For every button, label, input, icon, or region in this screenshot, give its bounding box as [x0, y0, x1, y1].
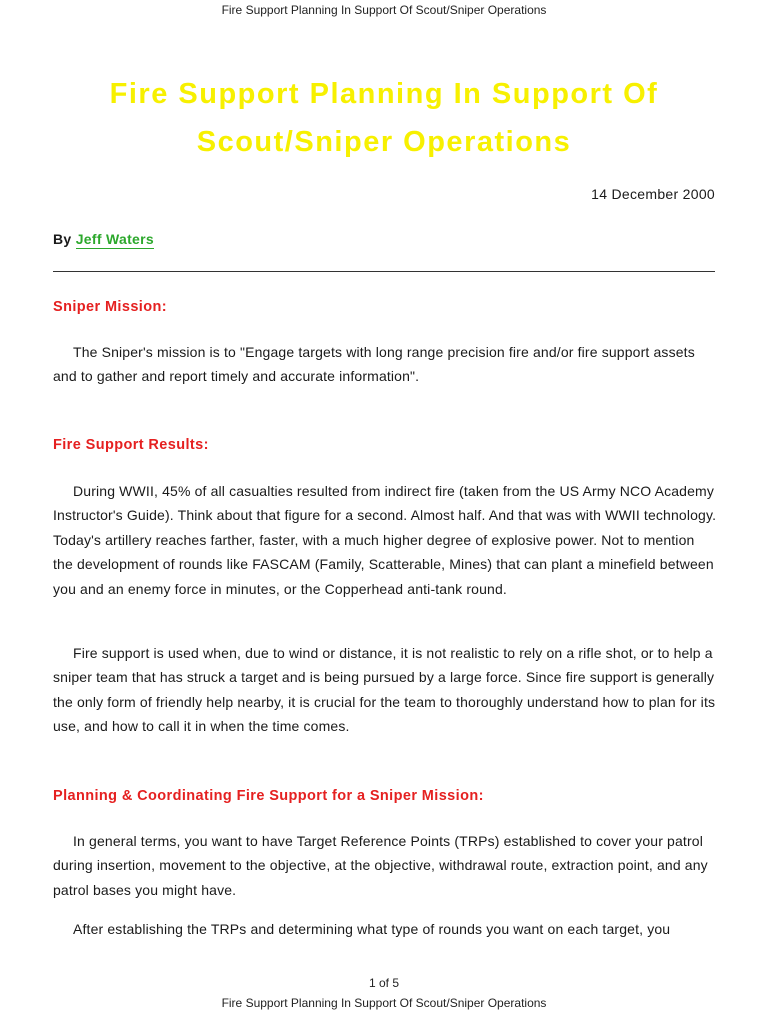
title-line-1: Fire Support Planning In Support Of [109, 78, 659, 110]
running-footer: Fire Support Planning In Support Of Scout/Sniper Operations [221, 996, 547, 1010]
paragraph-trps: In general terms, you want to have Target Reference Points (TRPs) established to cover your patrol during insertion, movement to the objective, at the objective, withdrawal route, extraction point, and any patrol bases you might have. [53, 833, 708, 898]
running-header: Fire Support Planning In Support Of Scout/Sniper Operations [221, 3, 547, 17]
byline-prefix: By [53, 231, 72, 247]
section-heading-sniper-mission: Sniper Mission: [53, 299, 167, 315]
page-number: 1 of 5 [368, 976, 400, 990]
author-link[interactable]: Jeff Waters [75, 231, 154, 247]
document-title [0, 70, 768, 166]
section-heading-planning-coordinating: Planning & Coordinating Fire Support for a Sniper Mission: [53, 788, 484, 804]
publication-date: 14 December 2000 [591, 186, 715, 202]
paragraph-fire-support-use: Fire support is used when, due to wind or distance, it is not realistic to rely on a rifle shot, or to help a sniper team that has struck a target and is being pursued by a large force. Since fire support is generally the only form of friendly help nearby, it is crucial for the team to thoroughly understand how to plan for its use, and how to call it in when the time comes. [53, 645, 716, 735]
paragraph-after-trps: After establishing the TRPs and determining what type of rounds you want on each target, you [73, 921, 671, 937]
byline [53, 231, 154, 247]
section-heading-fire-support-results: Fire Support Results: [53, 437, 209, 453]
title-line-2: Scout/Sniper Operations [196, 126, 572, 158]
paragraph-wwii-casualties: During WWII, 45% of all casualties resulted from indirect fire (taken from the US Army NCO Academy Instructor's Guide). Think about that figure for a second. Almost half. And that was with WWII technology. Today's artillery reaches farther, faster, with a much higher degree of explosive power. Not to mention the development of rounds like FASCAM (Family, Scatterable, Mines) that can plant a minefield between you and an enemy force in minutes, or the Copperhead anti-tank round. [53, 483, 717, 597]
paragraph-sniper-mission: The Sniper's mission is to "Engage targets with long range precision fire and/or fire support assets and to gather and report timely and accurate information". [53, 344, 695, 385]
horizontal-divider [53, 271, 715, 272]
